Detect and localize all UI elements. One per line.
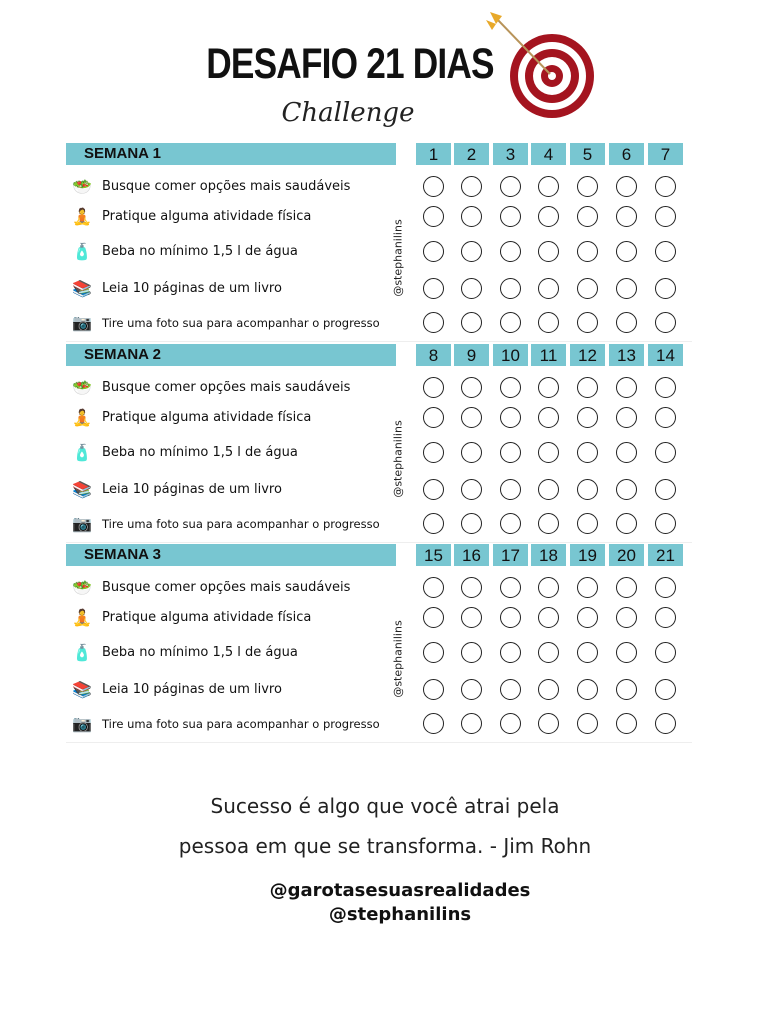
side-handle [388, 599, 408, 719]
checkbox-circle[interactable] [577, 577, 598, 598]
checkbox-circle[interactable] [655, 176, 676, 197]
day-number: 21 [648, 544, 683, 566]
footer-handle-1: @garotasesuasrealidades [269, 880, 531, 901]
books-icon: 📚 [72, 279, 92, 298]
task-row [66, 710, 406, 738]
checkbox-circle[interactable] [655, 713, 676, 734]
yoga-icon: 🧘 [72, 207, 92, 226]
checkbox-circle[interactable] [655, 312, 676, 333]
checkbox-circle[interactable] [500, 312, 521, 333]
checkbox-circle[interactable] [423, 577, 444, 598]
checkbox-circle[interactable] [423, 206, 444, 227]
checkbox-circle[interactable] [461, 607, 482, 628]
day-number: 11 [531, 344, 566, 366]
checkbox-circle[interactable] [577, 607, 598, 628]
checkbox-circle[interactable] [461, 377, 482, 398]
task-label: Beba no mínimo 1,5 l de água [102, 645, 298, 660]
checkbox-circle[interactable] [577, 513, 598, 534]
checkbox-circle[interactable] [500, 176, 521, 197]
day-number: 5 [570, 143, 605, 165]
checkbox-circle[interactable] [423, 377, 444, 398]
day-number: 6 [609, 143, 644, 165]
checkbox-circle[interactable] [538, 278, 559, 299]
quote-line-1: Sucesso é algo que você atrai pela [210, 794, 560, 818]
day-number: 4 [531, 143, 566, 165]
checkbox-circle[interactable] [538, 206, 559, 227]
checkbox-circle[interactable] [616, 607, 637, 628]
salad-icon: 🥗 [72, 578, 92, 597]
camera-icon: 📷 [72, 714, 92, 733]
checkbox-circle[interactable] [461, 206, 482, 227]
checkbox-circle[interactable] [461, 278, 482, 299]
day-number: 20 [609, 544, 644, 566]
checkbox-circle[interactable] [616, 713, 637, 734]
task-row [66, 476, 406, 504]
day-number: 17 [493, 544, 528, 566]
day-number: 1 [416, 143, 451, 165]
checkbox-circle[interactable] [423, 513, 444, 534]
salad-icon: 🥗 [72, 378, 92, 397]
checkbox-circle[interactable] [500, 442, 521, 463]
checkbox-circle[interactable] [655, 206, 676, 227]
checkbox-circle[interactable] [500, 278, 521, 299]
checkbox-circle[interactable] [538, 407, 559, 428]
checkbox-circle[interactable] [577, 312, 598, 333]
task-label: Tire uma foto sua para acompanhar o progresso [102, 316, 380, 330]
checkbox-circle[interactable] [577, 407, 598, 428]
checkbox-circle[interactable] [500, 642, 521, 663]
checkbox-circle[interactable] [423, 407, 444, 428]
side-handle [388, 399, 408, 519]
checkbox-circle[interactable] [461, 577, 482, 598]
camera-icon: 📷 [72, 514, 92, 533]
checkbox-circle[interactable] [423, 176, 444, 197]
checkbox-circle[interactable] [461, 479, 482, 500]
checkbox-circle[interactable] [500, 679, 521, 700]
water-bottle-icon: 🧴 [72, 643, 92, 662]
checkbox-circle[interactable] [461, 241, 482, 262]
week-divider [66, 542, 692, 543]
footer-handle-2: @stephanilins [328, 904, 472, 925]
checkbox-circle[interactable] [577, 479, 598, 500]
week-header-bar [66, 143, 396, 165]
task-label: Leia 10 páginas de um livro [102, 682, 282, 697]
day-number: 16 [454, 544, 489, 566]
checkbox-circle[interactable] [655, 241, 676, 262]
checkbox-circle[interactable] [655, 479, 676, 500]
day-number: 2 [454, 143, 489, 165]
task-label: Tire uma foto sua para acompanhar o progresso [102, 517, 380, 531]
day-number: 9 [454, 344, 489, 366]
task-label: Leia 10 páginas de um livro [102, 482, 282, 497]
checkbox-circle[interactable] [655, 642, 676, 663]
checkbox-circle[interactable] [461, 713, 482, 734]
side-handle-text: @stephanilins [391, 420, 405, 498]
checkbox-circle[interactable] [616, 377, 637, 398]
checkbox-circle[interactable] [538, 607, 559, 628]
water-bottle-icon: 🧴 [72, 242, 92, 261]
checkbox-circle[interactable] [423, 713, 444, 734]
checkbox-circle[interactable] [655, 679, 676, 700]
task-row [66, 374, 406, 402]
checkbox-circle[interactable] [616, 176, 637, 197]
checkbox-circle[interactable] [538, 176, 559, 197]
checkbox-circle[interactable] [538, 241, 559, 262]
task-label: Pratique alguma atividade física [102, 610, 312, 625]
task-row [66, 309, 406, 337]
checkbox-circle[interactable] [655, 377, 676, 398]
checkbox-circle[interactable] [577, 176, 598, 197]
books-icon: 📚 [72, 680, 92, 699]
day-number: 19 [570, 544, 605, 566]
task-row [66, 203, 406, 231]
checkbox-circle[interactable] [538, 377, 559, 398]
yoga-icon: 🧘 [72, 608, 92, 627]
checkbox-circle[interactable] [461, 679, 482, 700]
checkbox-circle[interactable] [655, 278, 676, 299]
checkbox-circle[interactable] [500, 241, 521, 262]
checkbox-circle[interactable] [500, 713, 521, 734]
task-label: Busque comer opções mais saudáveis [102, 179, 351, 194]
checkbox-circle[interactable] [577, 241, 598, 262]
checkbox-circle[interactable] [655, 577, 676, 598]
checkbox-circle[interactable] [577, 442, 598, 463]
checkbox-circle[interactable] [616, 577, 637, 598]
week-header-bar [66, 344, 396, 366]
checkbox-circle[interactable] [616, 312, 637, 333]
task-row [66, 404, 406, 432]
week-label: SEMANA 1 [84, 145, 161, 162]
day-number: 7 [648, 143, 683, 165]
checkbox-circle[interactable] [577, 642, 598, 663]
checkbox-circle[interactable] [461, 442, 482, 463]
day-number: 13 [609, 344, 644, 366]
checkbox-circle[interactable] [461, 312, 482, 333]
week-header-bar [66, 544, 396, 566]
checkbox-circle[interactable] [538, 577, 559, 598]
checkbox-circle[interactable] [461, 642, 482, 663]
checkbox-circle[interactable] [500, 377, 521, 398]
checkbox-circle[interactable] [500, 407, 521, 428]
day-number: 10 [493, 344, 528, 366]
task-row [66, 639, 406, 667]
camera-icon: 📷 [72, 313, 92, 332]
checkbox-circle[interactable] [423, 679, 444, 700]
day-number: 18 [531, 544, 566, 566]
checkbox-circle[interactable] [655, 513, 676, 534]
task-label: Beba no mínimo 1,5 l de água [102, 244, 298, 259]
checkbox-circle[interactable] [577, 278, 598, 299]
checkbox-circle[interactable] [500, 479, 521, 500]
day-number: 14 [648, 344, 683, 366]
day-number: 3 [493, 143, 528, 165]
task-row [66, 604, 406, 632]
checkbox-circle[interactable] [538, 479, 559, 500]
task-row [66, 439, 406, 467]
books-icon: 📚 [72, 480, 92, 499]
checkbox-circle[interactable] [423, 312, 444, 333]
checkbox-circle[interactable] [616, 442, 637, 463]
salad-icon: 🥗 [72, 177, 92, 196]
checkbox-circle[interactable] [655, 407, 676, 428]
task-label: Busque comer opções mais saudáveis [102, 380, 351, 395]
checkbox-circle[interactable] [500, 577, 521, 598]
checkbox-circle[interactable] [461, 176, 482, 197]
task-row [66, 510, 406, 538]
task-label: Busque comer opções mais saudáveis [102, 580, 351, 595]
task-label: Leia 10 páginas de um livro [102, 281, 282, 296]
side-handle [388, 198, 408, 318]
task-row [66, 275, 406, 303]
day-number: 12 [570, 344, 605, 366]
checkbox-circle[interactable] [616, 206, 637, 227]
checkbox-circle[interactable] [538, 312, 559, 333]
yoga-icon: 🧘 [72, 408, 92, 427]
task-row [66, 574, 406, 602]
task-row [66, 238, 406, 266]
page-subtitle: Challenge [281, 98, 415, 128]
week-divider [66, 341, 692, 342]
checkbox-circle[interactable] [538, 442, 559, 463]
checkbox-circle[interactable] [577, 713, 598, 734]
checkbox-circle[interactable] [538, 713, 559, 734]
water-bottle-icon: 🧴 [72, 443, 92, 462]
checkbox-circle[interactable] [423, 642, 444, 663]
checkbox-circle[interactable] [538, 679, 559, 700]
checkbox-circle[interactable] [423, 479, 444, 500]
week-divider [66, 742, 692, 743]
day-number: 8 [416, 344, 451, 366]
checkbox-circle[interactable] [577, 679, 598, 700]
task-label: Beba no mínimo 1,5 l de água [102, 445, 298, 460]
checkbox-circle[interactable] [500, 206, 521, 227]
checkbox-circle[interactable] [423, 607, 444, 628]
task-row [66, 173, 406, 201]
checkbox-circle[interactable] [616, 679, 637, 700]
week-label: SEMANA 3 [84, 546, 161, 563]
target-icon [482, 10, 602, 120]
week-label: SEMANA 2 [84, 346, 161, 363]
task-label: Tire uma foto sua para acompanhar o progresso [102, 717, 380, 731]
checkbox-circle[interactable] [538, 642, 559, 663]
task-label: Pratique alguma atividade física [102, 209, 312, 224]
checkbox-circle[interactable] [500, 513, 521, 534]
day-number: 15 [416, 544, 451, 566]
checkbox-circle[interactable] [423, 442, 444, 463]
checkbox-circle[interactable] [538, 513, 559, 534]
checkbox-circle[interactable] [616, 278, 637, 299]
checkbox-circle[interactable] [655, 607, 676, 628]
task-label: Pratique alguma atividade física [102, 410, 312, 425]
checkbox-circle[interactable] [616, 642, 637, 663]
page-title: DESAFIO 21 DIAS [206, 40, 494, 88]
checkbox-circle[interactable] [616, 479, 637, 500]
checkbox-circle[interactable] [655, 442, 676, 463]
side-handle-text: @stephanilins [391, 219, 405, 297]
checkbox-circle[interactable] [616, 407, 637, 428]
checkbox-circle[interactable] [500, 607, 521, 628]
checkbox-circle[interactable] [577, 377, 598, 398]
checkbox-circle[interactable] [616, 513, 637, 534]
checkbox-circle[interactable] [577, 206, 598, 227]
task-row [66, 676, 406, 704]
side-handle-text: @stephanilins [391, 620, 405, 698]
checkbox-circle[interactable] [616, 241, 637, 262]
checkbox-circle[interactable] [423, 278, 444, 299]
checkbox-circle[interactable] [423, 241, 444, 262]
checkbox-circle[interactable] [461, 407, 482, 428]
checkbox-circle[interactable] [461, 513, 482, 534]
quote-line-2: pessoa em que se transforma. - Jim Rohn [178, 834, 592, 858]
